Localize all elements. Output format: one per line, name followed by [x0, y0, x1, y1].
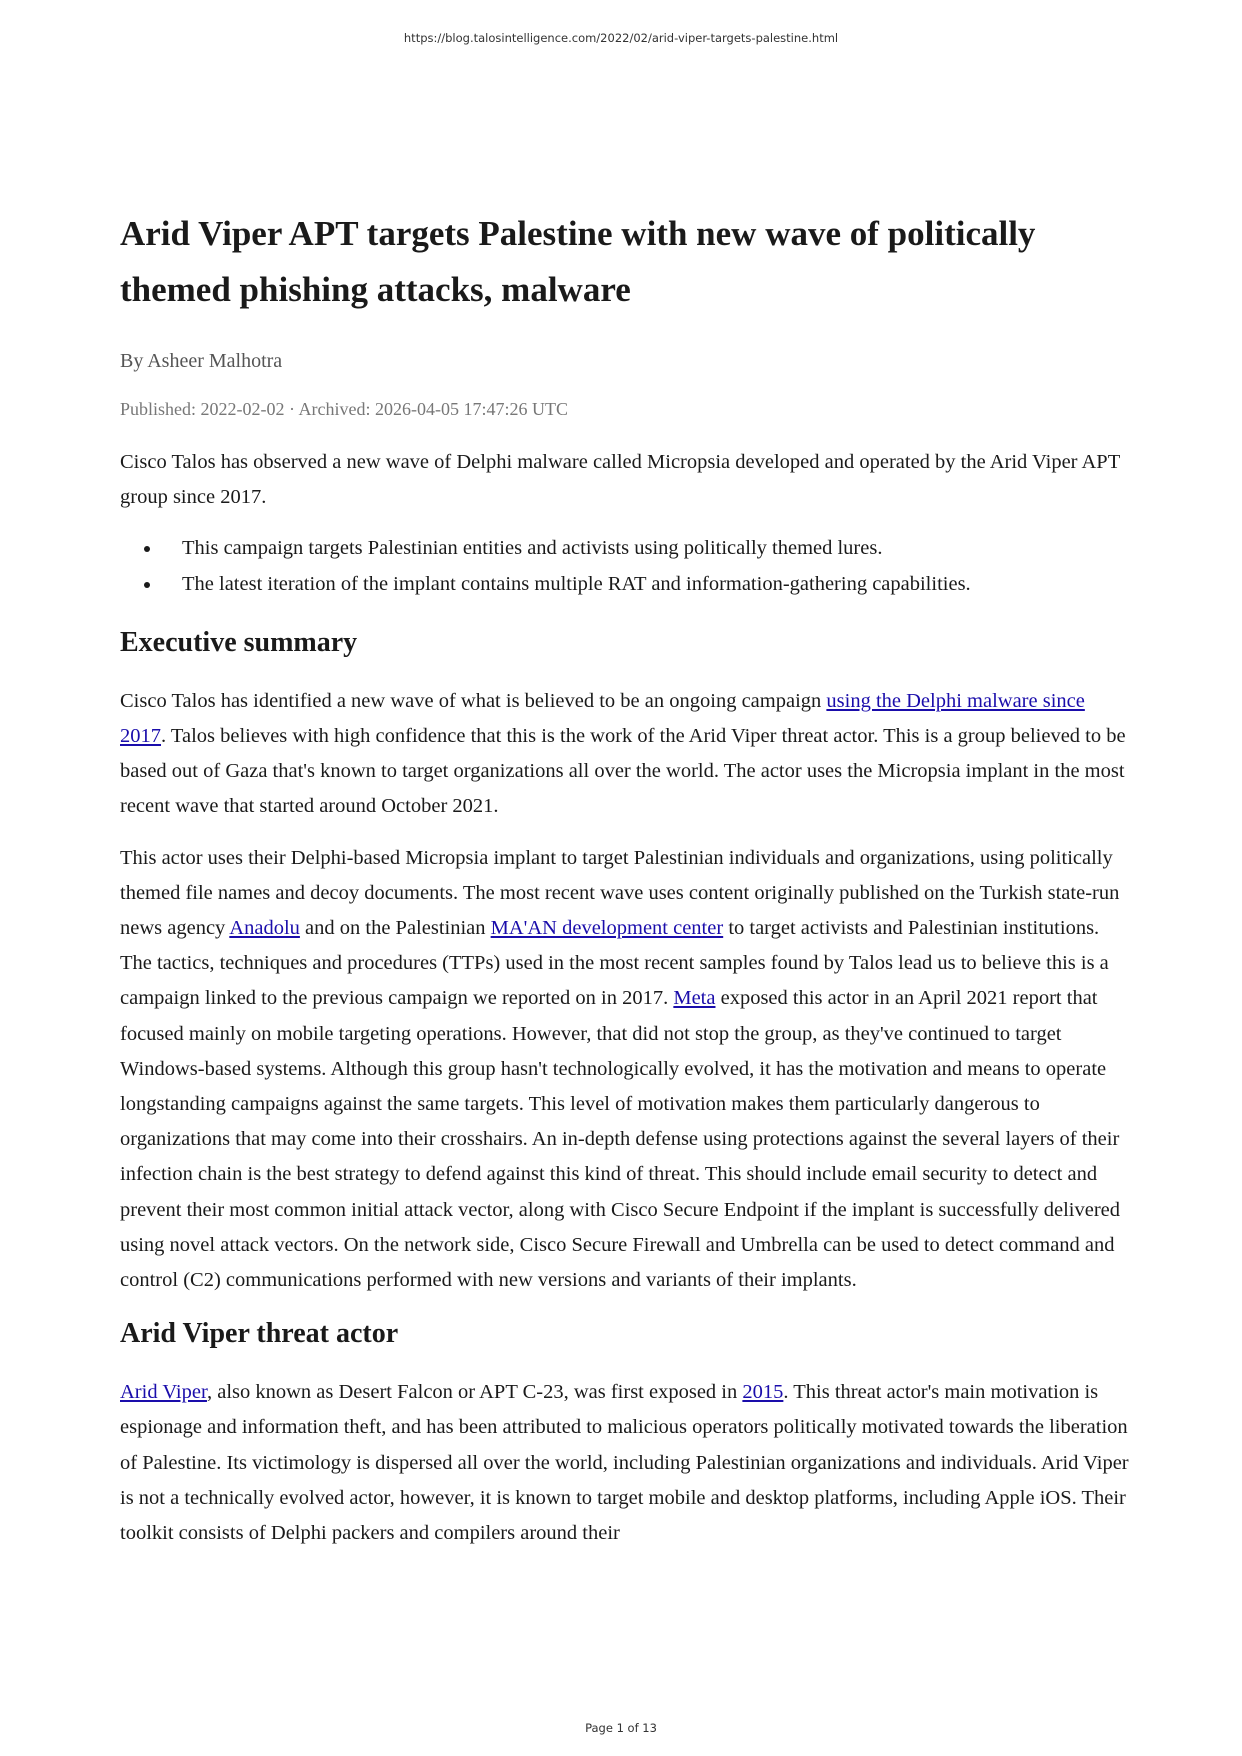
key-points-list — [120, 531, 1130, 601]
text-run: exposed this actor in an April 2021 report that focused mainly on mobile targeting operations. However, that did not stop the group, as they've continued to target Windows-based systems. Although this group hasn't technologically evolved, it has the motivation and means to operate longstanding campaigns against the same targets. This level of motivation makes them particularly dangerous to organizations that may come into their crosshairs. An in-depth defense using protections against the several layers of their infection chain is the best strategy to defend against this kind of threat. This should include email security to detect and prevent their most common initial attack vector, along with Cisco Secure Endpoint if the implant is successfully delivered using novel attack vectors. On the network side, Cisco Secure Firewall and Umbrella can be used to detect command and control (C2) communications performed with new versions and variants of their implants. — [120, 987, 1121, 1292]
link-delphi-malware-2017[interactable]: using the Delphi malware since 2017 — [120, 689, 1085, 748]
text-run: and on the Palestinian — [299, 917, 491, 940]
intro-paragraph: Cisco Talos has observed a new wave of Delphi malware called Micropsia developed and operated by the Arid Viper APT group since 2017. — [120, 451, 1120, 509]
article-byline: By Asheer Malhotra — [120, 350, 283, 372]
threat-actor-paragraph-1 — [120, 1375, 1130, 1551]
link-maan-development-center[interactable]: MA'AN development center — [490, 917, 724, 940]
section-heading-threat-actor: Arid Viper threat actor — [120, 1318, 399, 1350]
page-url: https://blog.talosintelligence.com/2022/02/arid-viper-targets-palestine.html — [403, 31, 839, 45]
link-anadolu[interactable]: Anadolu — [229, 917, 300, 940]
link-arid-viper[interactable]: Arid Viper — [120, 1381, 207, 1404]
key-point-item: • This campaign targets Palestinian entities and activists using politically themed lures. — [162, 531, 1130, 566]
key-point-item: • The latest iteration of the implant contains multiple RAT and information-gathering capabilities. — [162, 567, 1130, 602]
text-run: Cisco Talos has identified a new wave of what is believed to be an ongoing campaign — [120, 689, 827, 712]
exec-summary-paragraph-1 — [120, 684, 1130, 825]
article-title: Arid Viper APT targets Palestine with new wave of politically themed phishing attacks, malware — [120, 214, 1036, 309]
article — [120, 206, 1130, 1567]
text-run: This actor uses their Delphi-based Micropsia implant to target Palestinian individuals and organizations, using politically themed file names and decoy documents. The most recent wave uses content originally published on the Turkish state-run news agency — [120, 846, 1120, 940]
article-meta: Published: 2022-02-02 · Archived: 2026-04-05 17:47:26 UTC — [120, 399, 568, 419]
text-run: to target activists and Palestinian institutions. The tactics, techniques and procedures (TTPs) used in the most recent samples found by Talos lead us to believe this is a campaign linked to the previous campaign we reported on in 2017. — [120, 917, 1109, 1010]
link-meta[interactable]: Meta — [673, 987, 716, 1010]
page-number: Page 1 of 13 — [585, 1721, 657, 1735]
text-run: , also known as Desert Falcon or APT C-23, was first exposed in — [206, 1381, 743, 1404]
text-run: . This threat actor's main motivation is espionage and information theft, and has been attributed to malicious operators politically motivated towards the liberation of Palestine. Its victimology is dispersed all over the world, including Palestinian organizations and individuals. Arid Viper is not a technically evolved actor, however, it is known to target mobile and desktop platforms, including Apple iOS. Their toolkit consists of Delphi packers and compilers around their — [120, 1381, 1129, 1545]
link-2015[interactable]: 2015 — [742, 1381, 784, 1404]
section-heading-executive-summary: Executive summary — [120, 626, 358, 658]
text-run: . Talos believes with high confidence that this is the work of the Arid Viper threat actor. This is a group believed to be based out of Gaza that's known to target organizations all over the world. The actor uses the Micropsia implant in the most recent wave that started around October 2021. — [120, 725, 1126, 818]
exec-summary-paragraph-2 — [120, 841, 1130, 1299]
